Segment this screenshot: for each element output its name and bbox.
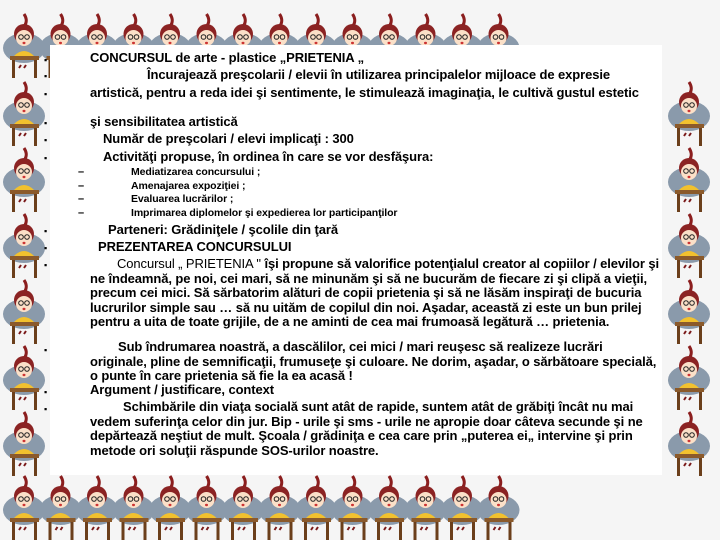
girl-at-desk-icon — [478, 476, 520, 540]
activities-heading: Activităţi propuse, în ordinea în care se vor desfăşura: — [103, 149, 434, 164]
activity-item: Evaluarea lucrărilor ; — [131, 193, 234, 205]
dash: – — [78, 193, 85, 205]
dash: – — [78, 166, 85, 178]
girl-at-desk-icon — [40, 476, 82, 540]
girl-at-desk-icon — [332, 476, 374, 540]
activity-item: Mediatizarea concursului ; — [131, 166, 261, 178]
bullet: ▪ — [44, 135, 48, 145]
paragraph-guidance: Sub îndrumarea noastră, a dascălilor, cei mici / mari reuşesc să realizeze lucrări originale, pline de semnificaţii, frumuseţe şi culoare. Ne dorim, aşadar, o sărbătoare specială, o punte în care prietenia să fie la ea acasă ! — [90, 339, 657, 383]
argument-heading: Argument / justificare, context — [90, 382, 274, 397]
girl-at-desk-icon — [3, 214, 48, 278]
contest-title: CONCURSUL de arte - plastice „PRIETENIA „ — [90, 50, 365, 65]
participants-count: Număr de preşcolari / elevi implicaţi : 300 — [103, 131, 354, 146]
girl-at-desk-icon — [3, 345, 48, 410]
girl-at-desk-icon — [3, 280, 45, 344]
girl-at-desk-icon — [295, 476, 337, 540]
girl-at-desk-icon — [3, 476, 45, 540]
girl-at-desk-icon — [76, 476, 118, 540]
girl-at-desk-icon — [368, 476, 410, 540]
bullet: ▪ — [44, 89, 48, 99]
girl-at-desk-icon — [222, 476, 264, 540]
bullet: ▪ — [44, 260, 48, 270]
girl-at-desk-icon — [668, 82, 710, 146]
bullet: ▪ — [44, 404, 48, 414]
paragraph-body: îşi propune să valorifice potenţialul creator al copiilor / elevilor şi ne îndeamnă, pe noi, cei mari, să ne minunăm şi să ne bucurăm de fiecare zi şi clipă a vieţii, precum cei mici. Să sărbatorim alături de copii prietenia şi să ne lăsăm inspiraţi de bucuria lucrurilor simple sau … să nu uităm de copilul din noi. Aşadar, această zi este un bun prilej pentru a uita de toate grijile, de a ne aminti de cea mai frumoasă legătură … prietenia. — [90, 256, 660, 329]
goal-line: artistică, pentru a reda idei şi sentimente, le stimulează imaginaţia, le cultivă gustul estetic — [90, 85, 639, 100]
activity-item: Amenajarea expoziţiei ; — [131, 180, 246, 192]
bullet: ▪ — [44, 345, 48, 355]
dash: – — [78, 180, 85, 192]
bullet: ▪ — [44, 118, 48, 128]
girl-at-desk-icon — [149, 476, 191, 540]
bullet: ▪ — [44, 55, 48, 65]
bullet: ▪ — [44, 153, 48, 163]
partners: Parteneri: Grădiniţele / şcolile din ţară — [108, 222, 338, 237]
bullet: ▪ — [44, 387, 48, 397]
girl-at-desk-icon — [3, 82, 48, 146]
goal-line: Încurajează preşcolarii / elevii în utilizarea principalelor mijloace de expresie — [147, 67, 610, 82]
girl-at-desk-icon — [668, 148, 710, 212]
presentation-heading: PREZENTAREA CONCURSULUI — [98, 239, 292, 254]
girl-at-desk-icon — [259, 476, 301, 540]
girl-at-desk-icon — [3, 148, 48, 212]
paragraph-argument: Schimbările din viaţa socială sunt atât de rapide, suntem atât de grăbiţi încât nu mai vedem suferinţa celor din jur. Bip - urile şi sms - urile ne apropie doar câteva secunde şi ne depărtează neştiut de mult. Şcoala / grădiniţa e cea care prin „puterea ei„ intervine şi prin metode ori soluţii răspunde SOS-urilor noastre. — [90, 399, 643, 458]
girl-at-desk-icon — [668, 280, 710, 344]
activity-item: Imprimarea diplomelor şi expedierea lor participanţilor — [131, 207, 398, 219]
girl-at-desk-icon — [113, 476, 155, 540]
bullet: ▪ — [44, 243, 48, 253]
dash: – — [78, 207, 85, 219]
girl-at-desk-icon — [668, 412, 710, 476]
girl-at-desk-icon — [186, 476, 228, 540]
girl-at-desk-icon — [3, 14, 48, 78]
girl-at-desk-icon — [441, 476, 483, 540]
girl-at-desk-icon — [668, 346, 710, 410]
paragraph-presentation — [90, 257, 668, 330]
bullet: ▪ — [44, 226, 48, 236]
girl-at-desk-icon — [668, 214, 710, 278]
bullet: ▪ — [44, 71, 48, 81]
girl-at-desk-icon — [3, 412, 45, 476]
goal-line: şi sensibilitatea artistică — [90, 114, 238, 129]
girl-at-desk-icon — [405, 476, 447, 540]
paragraph-lead: Concursul „ PRIETENIA " — [117, 256, 265, 271]
